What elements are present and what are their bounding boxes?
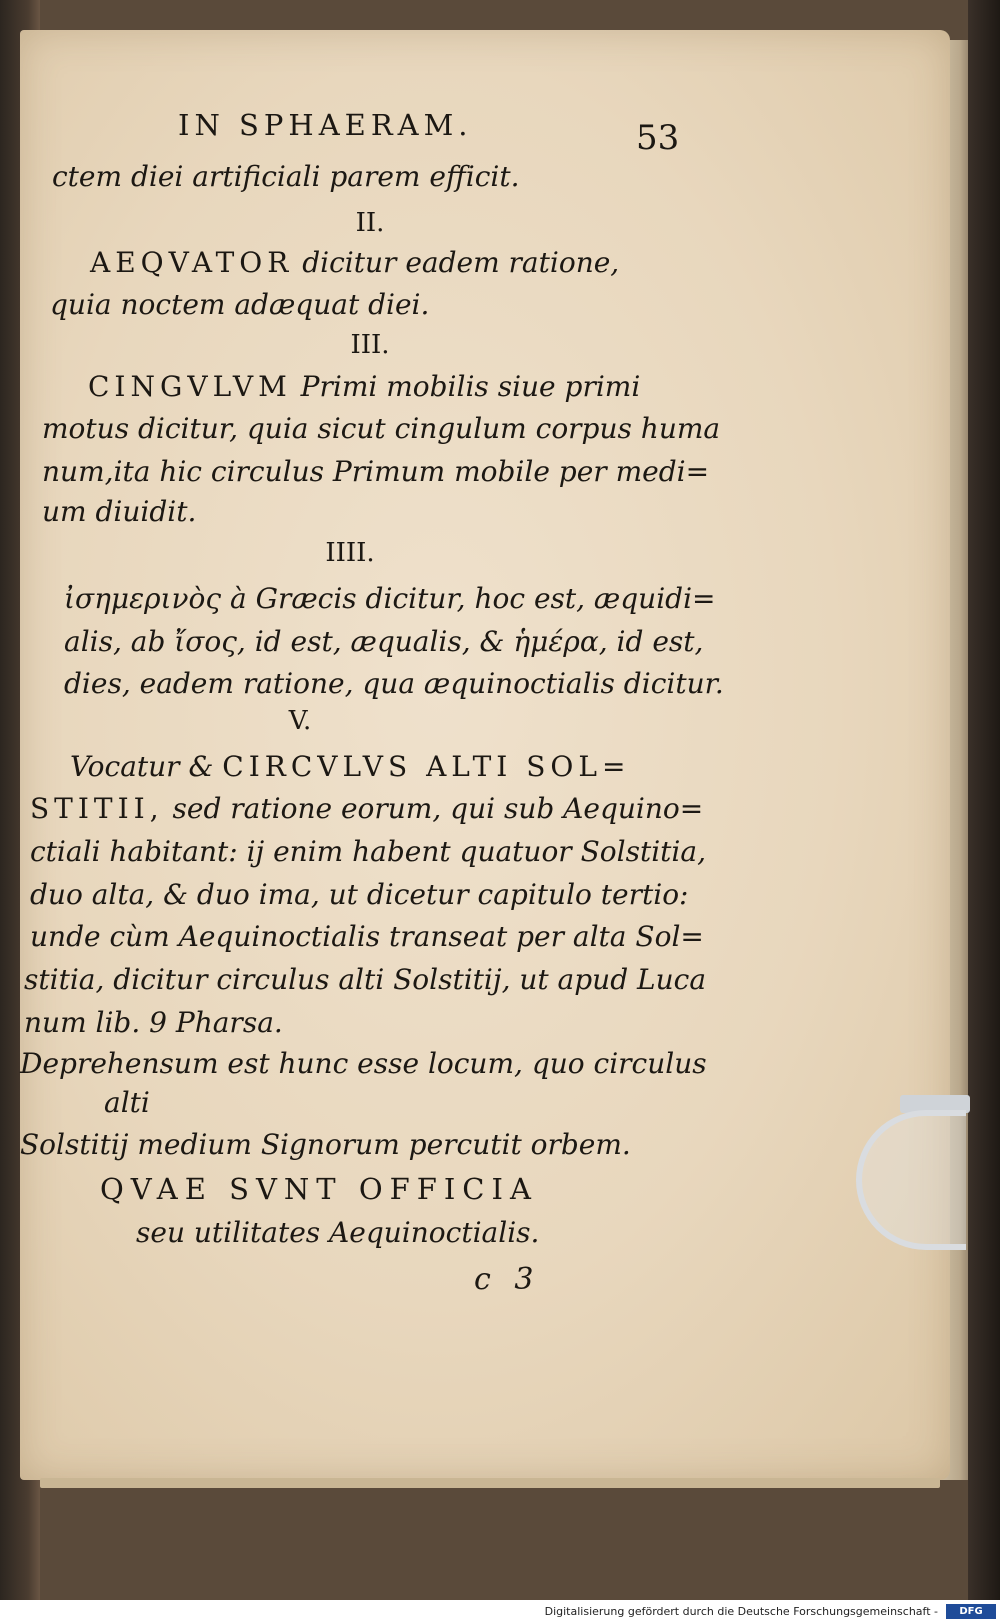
text-line: ctem diei artificiali parem efficit. [52, 160, 520, 193]
running-title: IN SPHAERAM. [178, 108, 473, 142]
text-line: ctiali habitant: ij enim habent quatuor Solstitia, [30, 835, 706, 868]
page-bottom-edge [40, 1478, 940, 1488]
section-number: V. [288, 706, 312, 736]
text-line: ἰσημερινὸς à Græcis dicitur, hoc est, æquidi= [64, 582, 716, 615]
dfg-logo: DFG [946, 1604, 996, 1619]
text-line [70, 750, 630, 783]
text-line: stitia, dicitur circulus alti Solstitij, ut apud Luca [24, 963, 707, 996]
signature-mark: c 3 [474, 1262, 534, 1297]
text-run: Vocatur & [70, 750, 214, 783]
text-run: sed ratione eorum, qui sub Aequino= [172, 792, 704, 825]
text-line [90, 246, 619, 279]
section-number: IIII. [325, 538, 375, 568]
section-number: II. [355, 208, 385, 238]
text-line: num,ita hic circulus Primum mobile per medi= [42, 455, 710, 488]
verse-line: alti [104, 1086, 150, 1119]
text-line: duo alta, & duo ima, ut dicetur capitulo tertio: [30, 878, 689, 911]
term-caps: AEQVATOR [90, 246, 294, 279]
funding-credit: Digitalisierung gefördert durch die Deutsche Forschungsgemeinschaft - [544, 1605, 938, 1618]
text-line: motus dicitur, quia sicut cingulum corpus huma [42, 412, 721, 445]
footer-bar [0, 1600, 1000, 1624]
verse-line: Deprehensum est hunc esse locum, quo circulus [20, 1047, 707, 1080]
text-line: quia noctem adæquat diei. [50, 288, 430, 321]
section-number: III. [350, 330, 390, 360]
binding-right [968, 0, 1000, 1600]
term-caps: CIRCVLVS ALTI SOL= [222, 750, 631, 783]
verse-line: Solstitij medium Signorum percutit orbem. [20, 1128, 631, 1161]
text-line: unde cùm Aequinoctialis transeat per alta Sol= [30, 920, 704, 953]
term-caps: STITII, [30, 792, 164, 825]
page-number: 53 [636, 118, 680, 158]
text-line: um diuidit. [42, 495, 197, 528]
text-line: alis, ab ἴσος, id est, æqualis, & ἡμέρα, id est, [64, 625, 704, 658]
text-line [88, 370, 640, 403]
text-run: Primi mobilis siue primi [300, 370, 641, 403]
text-line: num lib. 9 Pharsa. [24, 1006, 283, 1039]
text-line [30, 792, 703, 825]
text-run: dicitur eadem ratione, [302, 246, 620, 279]
chapter-subheading: seu utilitates Aequinoctialis. [136, 1216, 540, 1249]
chapter-heading: QVAE SVNT OFFICIA [100, 1172, 538, 1206]
term-caps: CINGVLVM [88, 370, 292, 403]
text-line: dies, eadem ratione, qua æquinoctialis dicitur. [64, 667, 724, 700]
